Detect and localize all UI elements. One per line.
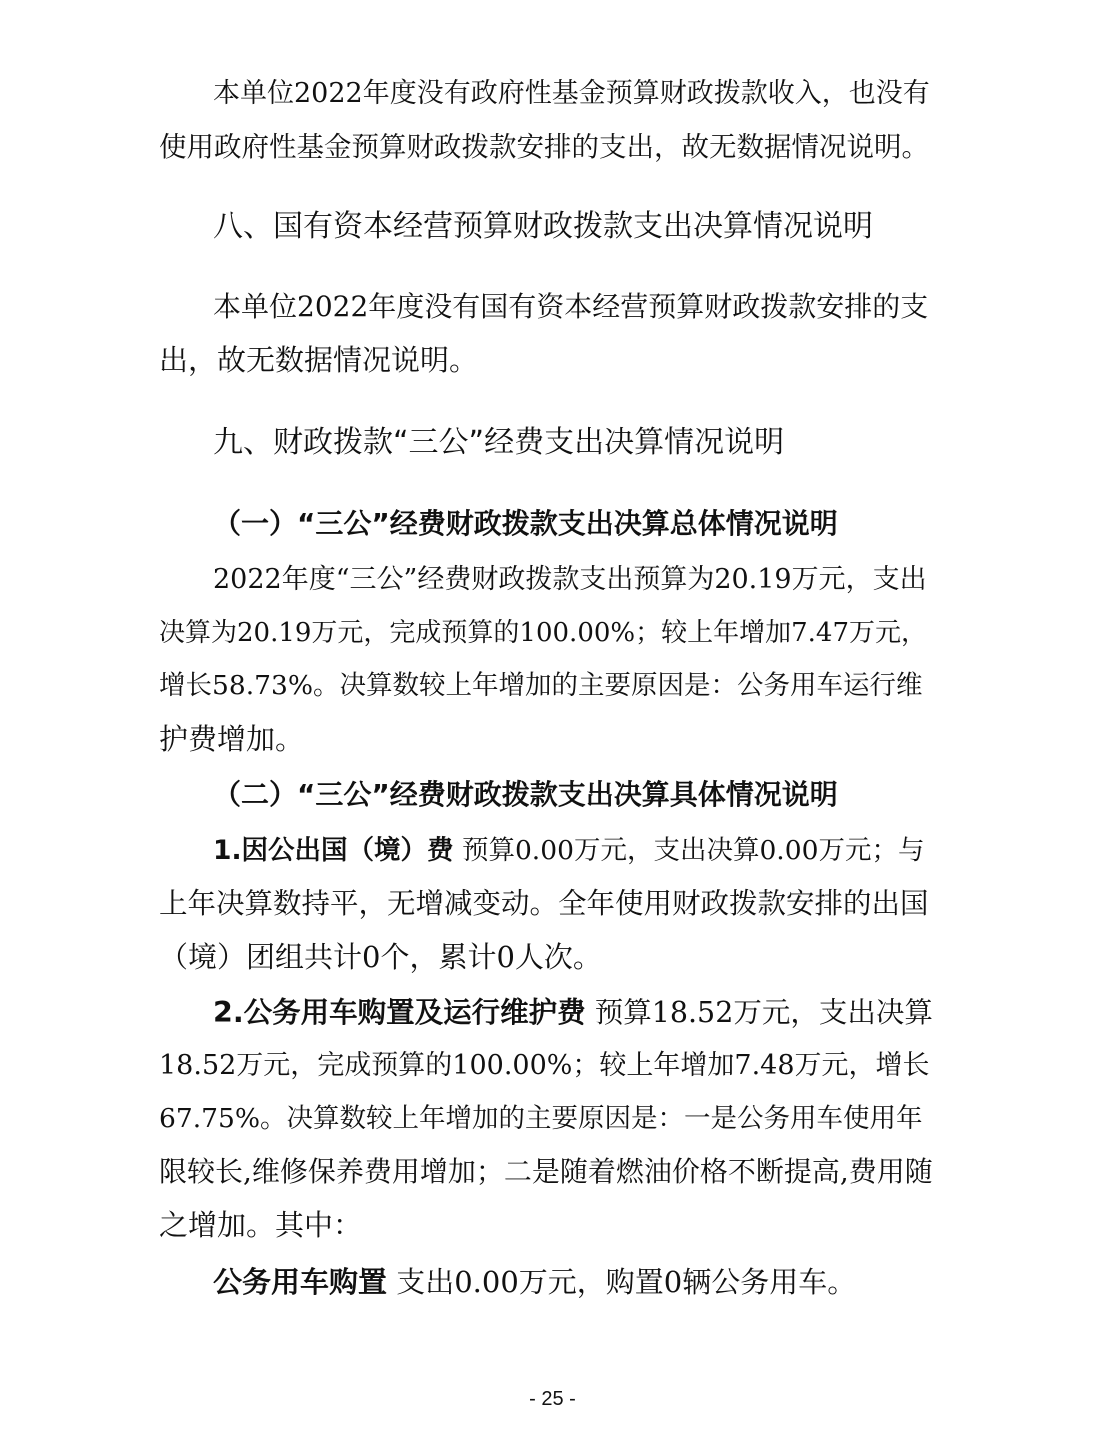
paragraph-line: 之增加。其中： [159, 1208, 363, 1242]
paragraph-line [213, 1263, 856, 1301]
paragraph-line: 决算为20.19万元，完成预算的100.00%；较上年增加7.47万元， [159, 618, 928, 648]
item-text: 预算18.52万元，支出决算 [585, 996, 933, 1029]
item-text: 支出0.00万元，购置0辆公务用车。 [387, 1265, 857, 1299]
paragraph-line: 本单位2022年度没有国有资本经营预算财政拨款安排的支 [213, 290, 929, 323]
paragraph-line: 67.75%。决算数较上年增加的主要原因是：一是公务用车使用年 [159, 1103, 923, 1134]
paragraph-line: 增长58.73%。决算数较上年增加的主要原因是：公务用车运行维 [159, 670, 923, 701]
section-heading-8: 八、国有资本经营预算财政拨款支出决算情况说明 [213, 209, 873, 244]
section-heading-9: 九、财政拨款“三公”经费支出决算情况说明 [213, 425, 785, 460]
paragraph-line: 上年决算数持平，无增减变动。全年使用财政拨款安排的出国 [159, 887, 929, 920]
paragraph-line: 限较长,维修保养费用增加；二是随着燃油价格不断提高,费用随 [159, 1155, 933, 1188]
item-label: 2.公务用车购置及运行维护费 [213, 996, 586, 1029]
paragraph-line: 18.52万元，完成预算的100.00%；较上年增加7.48万元，增长 [159, 1050, 930, 1081]
subsection-heading-2: （二）“三公”经费财政拨款支出决算具体情况说明 [213, 778, 838, 811]
paragraph-line: 出，故无数据情况说明。 [159, 343, 479, 377]
paragraph-line: 本单位2022年度没有政府性基金预算财政拨款收入，也没有 [213, 78, 930, 109]
subsection-heading-1: （一）“三公”经费财政拨款支出决算总体情况说明 [213, 507, 838, 540]
page-number: - 25 - [529, 1388, 576, 1410]
paragraph-line: 护费增加。 [159, 722, 305, 756]
item-label: 1.因公出国（境）费 [213, 835, 454, 866]
item-text: 预算0.00万元，支出决算0.00万元；与 [453, 835, 925, 866]
paragraph-line [213, 832, 924, 870]
paragraph-line [213, 994, 933, 1032]
paragraph-line: 使用政府性基金预算财政拨款安排的支出，故无数据情况说明。 [159, 131, 929, 163]
item-label: 公务用车购置 [213, 1265, 388, 1299]
paragraph-line: 2022年度“三公”经费财政拨款支出预算为20.19万元，支出 [213, 564, 927, 595]
paragraph-line: （境）团组共计0个，累计0人次。 [159, 940, 602, 974]
